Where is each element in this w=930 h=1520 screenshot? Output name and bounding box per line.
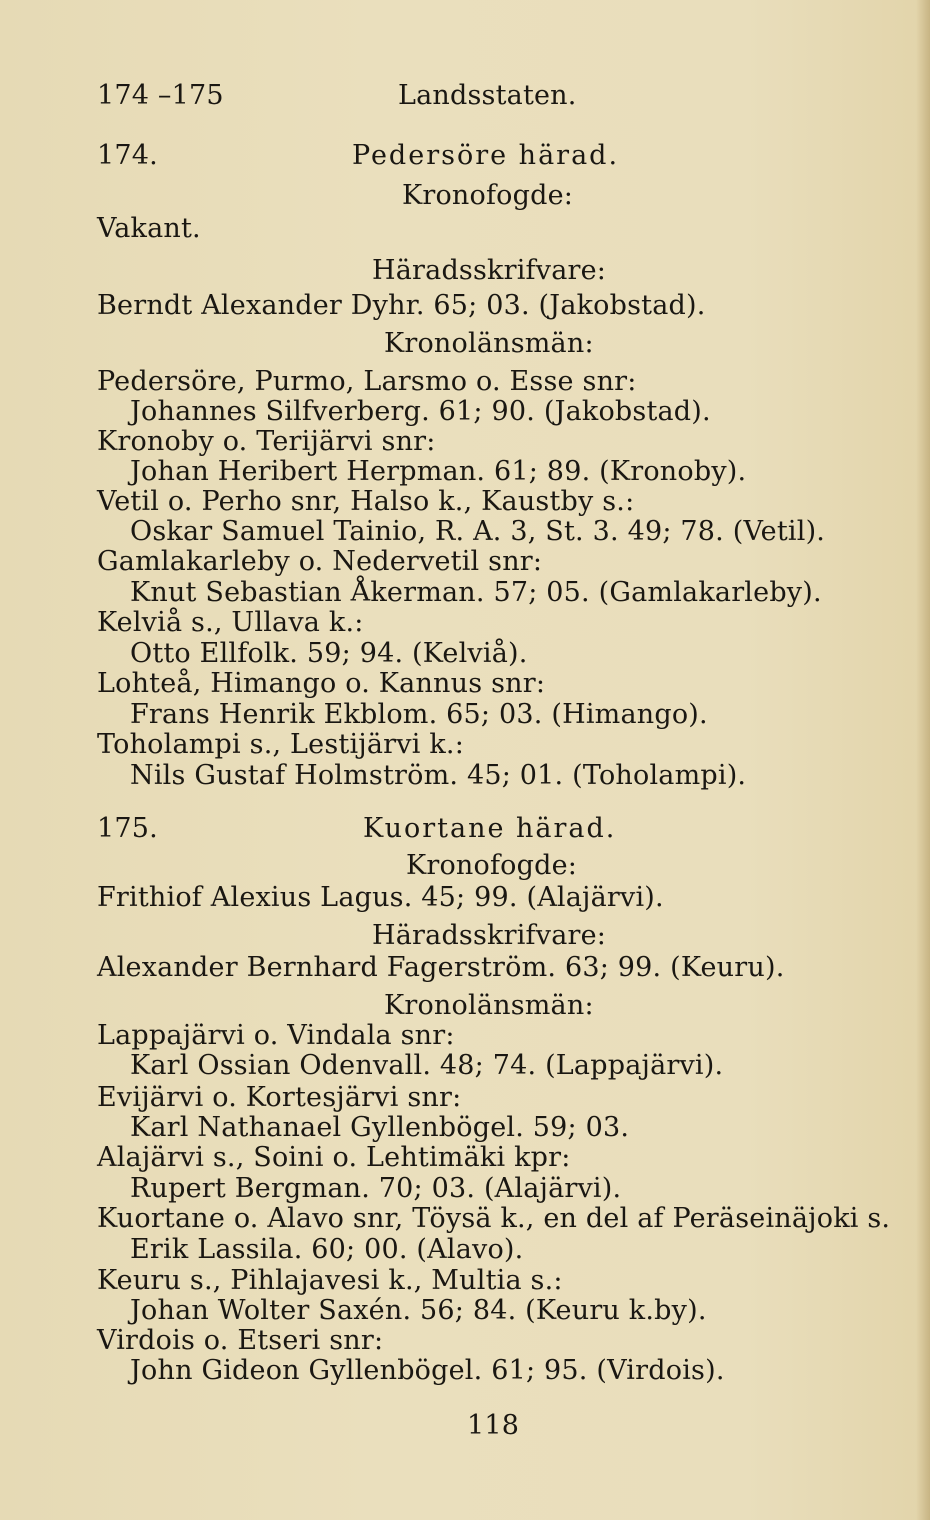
section-175-kronofogde: Frithiof Alexius Lagus. 45; 99. (Alajärvi).: [97, 882, 664, 913]
district-area: Gamlakarleby o. Nedervetil snr:: [97, 546, 543, 577]
district-area: Virdois o. Etseri snr:: [97, 1325, 384, 1356]
district-area: Lappajärvi o. Vindala snr:: [97, 1020, 455, 1051]
district-person: Erik Lassila. 60; 00. (Alavo).: [130, 1234, 524, 1265]
district-area: Kuortane o. Alavo snr, Töysä k., en del af Peräseinäjoki s.: [97, 1203, 891, 1234]
district-area: Kronoby o. Terijärvi snr:: [97, 426, 436, 457]
district-area: Alajärvi s., Soini o. Lehtimäki kpr:: [97, 1142, 571, 1173]
district-area: Toholampi s., Lestijärvi k.:: [97, 729, 464, 760]
section-175-number: 175.: [97, 813, 158, 844]
section-174-haradsskrivare: Berndt Alexander Dyhr. 65; 03. (Jakobstad).: [97, 290, 706, 321]
district-area: Keuru s., Pihlajavesi k., Multia s.:: [97, 1265, 563, 1296]
district-person: Frans Henrik Ekblom. 65; 03. (Himango).: [130, 699, 708, 730]
district-area: Lohteå, Himango o. Kannus snr:: [97, 668, 546, 699]
district-person: Oskar Samuel Tainio, R. A. 3, St. 3. 49; 78. (Vetil).: [130, 516, 826, 547]
district-person: Rupert Bergman. 70; 03. (Alajärvi).: [130, 1173, 622, 1204]
district-person: John Gideon Gyllenbögel. 61; 95. (Virdois).: [130, 1355, 725, 1386]
section-174-kronofogde-heading: Kronofogde:: [402, 180, 574, 211]
district-area: Pedersöre, Purmo, Larsmo o. Esse snr:: [97, 366, 637, 397]
section-175-haradsskrivare: Alexander Bernhard Fagerström. 63; 99. (Keuru).: [97, 952, 785, 983]
page-number: 118: [467, 1410, 520, 1441]
section-174-title: Pedersöre härad.: [352, 140, 620, 171]
section-175-kronofogde-heading: Kronofogde:: [406, 850, 578, 881]
district-area: Vetil o. Perho snr, Halso k., Kaustby s.:: [97, 486, 635, 517]
district-person: Karl Nathanael Gyllenbögel. 59; 03.: [130, 1112, 630, 1143]
section-174-haradsskrivare-heading: Häradsskrifvare:: [372, 255, 607, 286]
section-175-haradsskrivare-heading: Häradsskrifvare:: [372, 920, 607, 951]
header-page-range: 174 –175: [97, 80, 224, 111]
section-175-kronolansman-heading: Kronolänsmän:: [384, 990, 594, 1021]
district-person: Karl Ossian Odenvall. 48; 74. (Lappajärvi).: [130, 1050, 724, 1081]
district-area: Kelviå s., Ullava k.:: [97, 607, 364, 638]
district-person: Johannes Silfverberg. 61; 90. (Jakobstad).: [130, 396, 711, 427]
section-175-title: Kuortane härad.: [363, 813, 617, 844]
section-174-kronolansman-heading: Kronolänsmän:: [384, 328, 594, 359]
district-area: Evijärvi o. Kortesjärvi snr:: [97, 1082, 462, 1113]
district-person: Nils Gustaf Holmström. 45; 01. (Toholampi).: [130, 760, 747, 791]
page-edge-shadow: [916, 0, 930, 1520]
header-title: Landsstaten.: [398, 80, 577, 111]
district-person: Johan Heribert Herpman. 61; 89. (Kronoby).: [130, 456, 747, 487]
section-174-kronofogde: Vakant.: [97, 213, 201, 244]
district-person: Knut Sebastian Åkerman. 57; 05. (Gamlakarleby).: [130, 577, 822, 608]
section-174-number: 174.: [97, 140, 158, 171]
district-person: Otto Ellfolk. 59; 94. (Kelviå).: [130, 638, 528, 669]
district-person: Johan Wolter Saxén. 56; 84. (Keuru k.by).: [130, 1295, 707, 1326]
